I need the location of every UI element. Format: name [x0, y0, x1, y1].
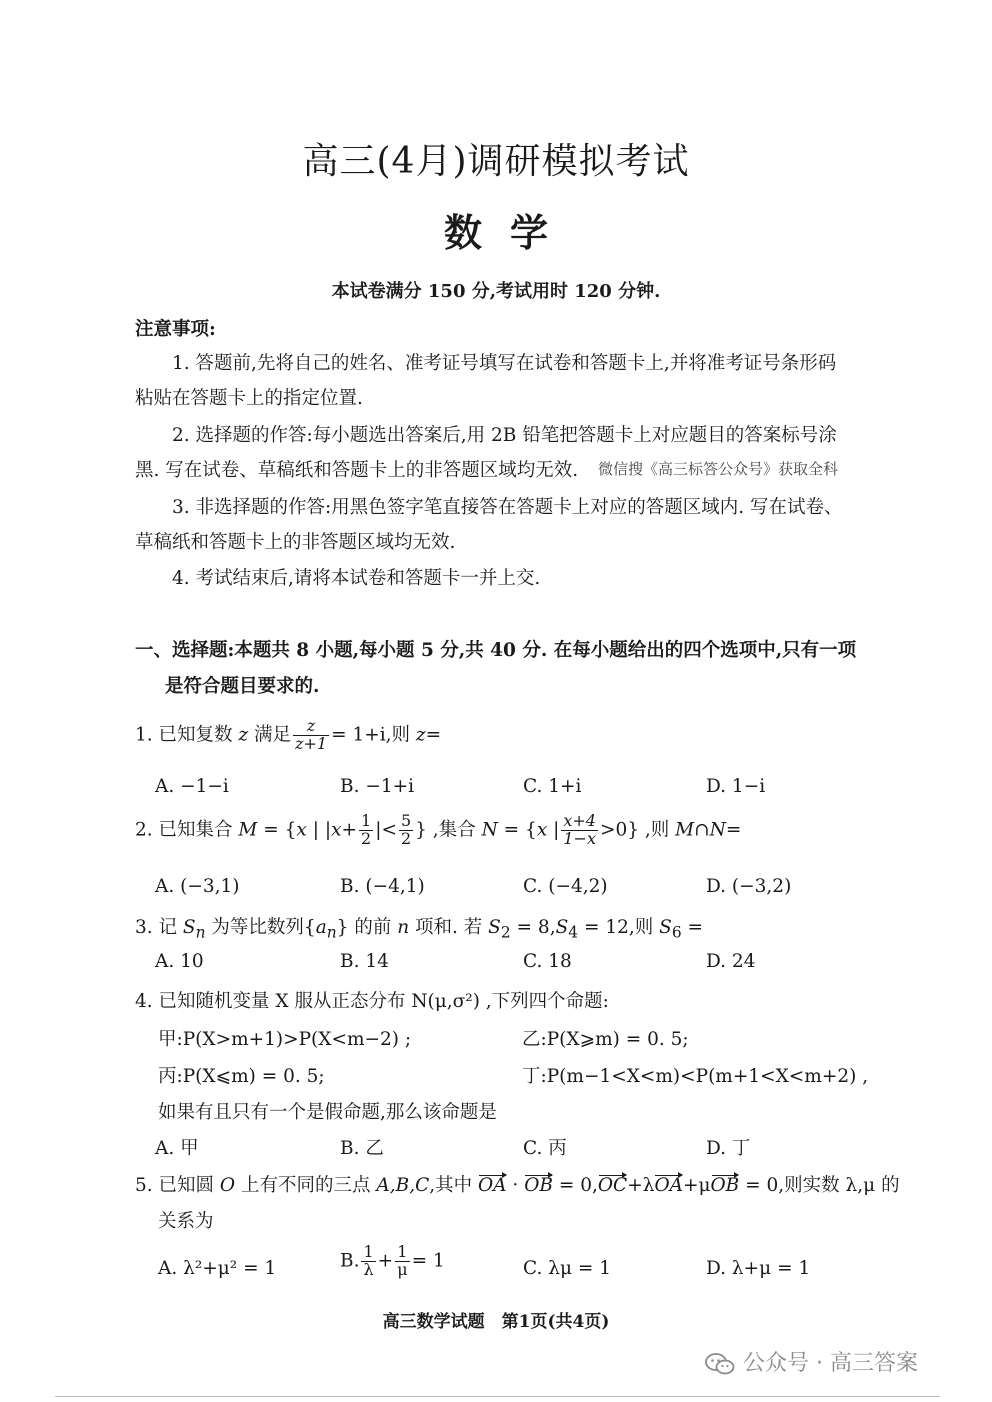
note-3-line-2: 草稿纸和答题卡上的非答题区域均无效. [135, 532, 456, 553]
q4-option-b: B. 乙 [340, 1138, 384, 1159]
q5-t1: 5. 已知圆 [135, 1175, 220, 1196]
note-4: 4. 考试结束后,请将本试卷和答题卡一并上交. [172, 568, 541, 589]
q1-frac-num: z [293, 718, 329, 736]
q5-t2: 上有不同的三点 [235, 1175, 377, 1196]
q3-sub-n-2: n [326, 923, 337, 942]
q1-end: = [425, 724, 442, 746]
q2-abs-open: | | [306, 819, 332, 841]
wechat-badge [705, 1346, 918, 1377]
question-1-stem [135, 718, 441, 753]
q5-optb-plus: + [377, 1250, 394, 1272]
q2-option-d: D. (−3,2) [706, 876, 792, 897]
q1-fraction [293, 718, 329, 753]
q4-option-a: A. 甲 [155, 1138, 199, 1159]
q1-prefix: 1. 已知复数 [135, 724, 239, 746]
q3-var-n: n [397, 917, 410, 938]
q5-optb-eq: = 1 [411, 1250, 445, 1272]
q5-optb-frac-1 [361, 1244, 375, 1279]
section-1-line-2: 是符合题目要求的. [165, 676, 320, 697]
q2-frac1-den: 2 [361, 828, 372, 848]
q2-end: = [725, 819, 742, 841]
q3-s4-sub: 4 [568, 923, 579, 942]
q2-frac3-num: x+4 [563, 811, 596, 830]
q1-rhs: = 1+i,则 [331, 724, 416, 746]
q3-s4: S [555, 917, 569, 938]
watermark-text: 微信搜《高三标答公众号》获取全科 [598, 460, 839, 478]
q2-var-x2: x [331, 819, 342, 841]
q5-var-o: O [219, 1175, 236, 1196]
q5-optb-n1: 1 [363, 1242, 374, 1261]
q2-gt: >0} ,则 [599, 819, 676, 841]
q5-option-c: C. λμ = 1 [523, 1258, 612, 1279]
q2-frac2-num: 5 [400, 811, 412, 830]
question-3-stem [135, 913, 703, 942]
q2-frac3-den: 1−x [563, 828, 596, 848]
question-2-stem [135, 813, 741, 848]
q3-option-d: D. 24 [706, 951, 756, 972]
q5-vector-ob: OB [524, 1175, 553, 1196]
q5-option-a: A. λ²+μ² = 1 [158, 1258, 277, 1279]
q5-vector-oa-2: OA [654, 1175, 683, 1196]
q3-t1: 3. 记 [135, 917, 183, 938]
q3-eq2: = 12,则 [578, 917, 660, 938]
subject-title: 数学 [443, 210, 576, 255]
q2-fraction-1 [359, 813, 373, 848]
wechat-text: 公众号 · 高三答案 [743, 1351, 918, 1376]
q1-option-a: A. −1−i [155, 776, 229, 797]
q4-proposition-yi: 乙:P(X⩾m) = 0. 5; [522, 1029, 689, 1050]
q5-dot: · [506, 1175, 525, 1196]
q2-frac1-num: 1 [361, 811, 372, 830]
question-4-stem: 4. 已知随机变量 X 服从正态分布 N(μ,σ²) ,下列四个命题: [135, 991, 609, 1012]
notes-heading: 注意事项: [135, 319, 216, 340]
q4-proposition-ding: 丁:P(m−1<X<m)<P(m+1<X<m+2) , [522, 1066, 869, 1087]
q2-prefix: 2. 已知集合 [135, 819, 239, 841]
q1-var-z: z [238, 724, 249, 746]
q3-eq3: = [681, 917, 704, 938]
q4-proposition-jia: 甲:P(X>m+1)>P(X<m−2) ; [158, 1029, 412, 1050]
q4-option-d: D. 丁 [706, 1138, 751, 1159]
q1-mid: 满足 [248, 724, 292, 746]
q3-option-b: B. 14 [340, 951, 389, 972]
q4-proposition-bing: 丙:P(X⩽m) = 0. 5; [158, 1066, 325, 1087]
q5-option-b [340, 1244, 445, 1279]
note-1-line-2: 粘贴在答题卡上的指定位置. [135, 388, 363, 409]
q2-var-x1: x [296, 819, 307, 841]
section-1-line-1: 一、选择题:本题共 8 小题,每小题 5 分,共 40 分. 在每小题给出的四个选项中,只有一项 [135, 640, 857, 661]
q2-intersection: M∩N [675, 819, 726, 841]
q2-setn-open: = { [497, 819, 537, 841]
q5-t3: ,其中 [429, 1175, 478, 1196]
q2-lt: |< [375, 819, 397, 841]
q1-var-z-2: z [415, 724, 426, 746]
q3-s2-sub: 2 [500, 923, 511, 942]
q5-t7: = 0,则实数 λ,μ 的 [739, 1175, 900, 1196]
q3-var-a: a [315, 917, 327, 938]
q5-optb-frac-2 [395, 1244, 409, 1279]
q3-option-a: A. 10 [155, 951, 204, 972]
q3-option-c: C. 18 [523, 951, 572, 972]
q2-bar: | [547, 819, 560, 841]
q2-var-m: M [238, 819, 258, 841]
q2-option-c: C. (−4,2) [523, 876, 608, 897]
q5-line-2: 关系为 [158, 1211, 214, 1232]
q1-option-b: B. −1+i [340, 776, 415, 797]
q5-optb-n2: 1 [395, 1244, 409, 1262]
bottom-divider [55, 1396, 940, 1397]
q2-frac2-den: 2 [400, 828, 412, 848]
q1-option-d: D. 1−i [706, 776, 766, 797]
note-1-line-1: 1. 答题前,先将自己的姓名、准考证号填写在试卷和答题卡上,并将准考证号条形码 [172, 353, 837, 374]
exam-title: 高三(4月)调研模拟考试 [302, 141, 690, 182]
q5-option-d: D. λ+μ = 1 [706, 1258, 811, 1279]
q5-optb-d1: λ [363, 1259, 374, 1279]
q4-ask: 如果有且只有一个是假命题,那么该命题是 [158, 1102, 497, 1123]
q3-t2: 为等比数列{ [205, 917, 316, 938]
q2-fraction-3 [561, 813, 598, 848]
wechat-icon [705, 1353, 735, 1375]
q2-set-close: } ,集合 [415, 819, 482, 841]
q3-s2: S [488, 917, 501, 938]
q5-optb-label: B. [340, 1250, 360, 1272]
q5-t5: +λ [627, 1175, 655, 1196]
q3-t4: 项和. 若 [409, 917, 489, 938]
q5-vector-oa: OA [478, 1175, 507, 1196]
q5-vector-oc: OC [597, 1175, 628, 1196]
q2-plus: + [341, 819, 358, 841]
q1-frac-den: z+1 [295, 733, 328, 753]
q4-option-c: C. 丙 [523, 1138, 567, 1159]
q3-s6-sub: 6 [671, 923, 682, 942]
exam-info: 本试卷满分 150 分,考试用时 120 分钟. [331, 281, 661, 302]
note-2-line-1: 2. 选择题的作答:每小题选出答案后,用 2B 铅笔把答题卡上对应题目的答案标号涂 [172, 425, 837, 446]
page-footer: 高三数学试题 第1页(共4页) [382, 1312, 610, 1332]
q2-fraction-2 [399, 813, 413, 848]
q5-vector-ob-2: OB [710, 1175, 740, 1196]
q2-option-a: A. (−3,1) [155, 876, 240, 897]
q2-set-open: = { [257, 819, 297, 841]
q2-option-b: B. (−4,1) [340, 876, 425, 897]
q5-t4: = 0, [552, 1175, 598, 1196]
note-2-line-2: 黑. 写在试卷、草稿纸和答题卡上的非答题区域均无效. [135, 460, 579, 481]
q5-optb-d2: μ [397, 1259, 408, 1279]
q3-sub-n: n [195, 923, 206, 942]
q5-points: A,B,C [376, 1175, 430, 1196]
question-5-stem [135, 1171, 900, 1197]
q3-s6: S [659, 917, 672, 938]
q2-var-n: N [481, 819, 498, 841]
q3-t3: } 的前 [336, 917, 398, 938]
q2-var-x3: x [536, 819, 548, 841]
q3-eq1: = 8, [510, 917, 556, 938]
q3-var-s: S [182, 917, 196, 938]
q5-t6: +μ [682, 1175, 711, 1196]
q1-option-c: C. 1+i [523, 776, 582, 797]
note-3-line-1: 3. 非选择题的作答:用黑色签字笔直接答在答题卡上对应的答题区域内. 写在试卷、 [172, 497, 843, 518]
